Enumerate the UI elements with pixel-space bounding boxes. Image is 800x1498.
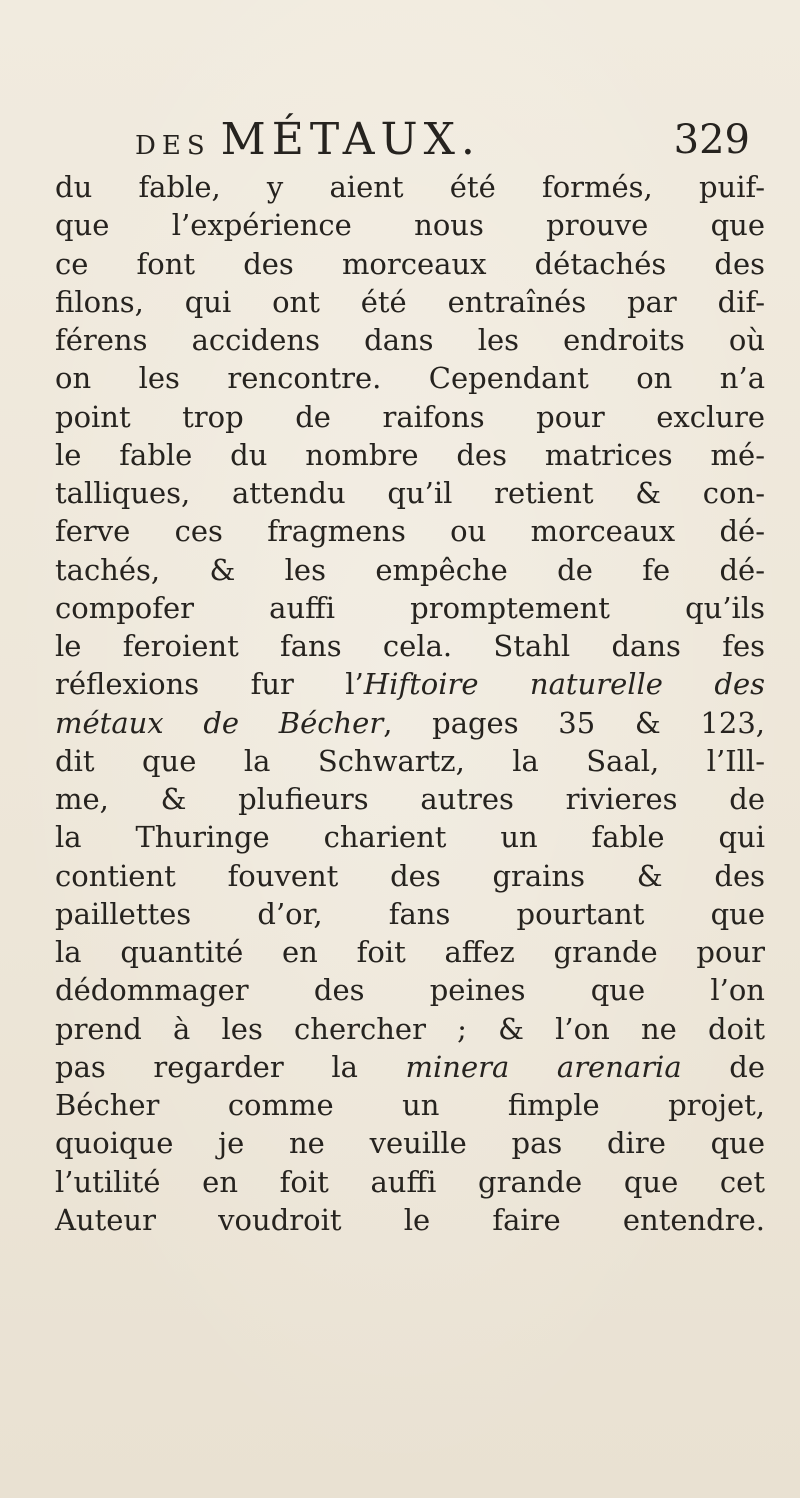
text-segment: pas regarder la bbox=[55, 1049, 406, 1084]
text-line bbox=[55, 1201, 765, 1239]
text-segment: filons, qui ont été entraînés par dif- bbox=[55, 284, 765, 319]
text-line bbox=[55, 474, 765, 512]
text-line bbox=[55, 398, 765, 436]
text-line bbox=[55, 1048, 765, 1086]
text-line bbox=[55, 1124, 765, 1162]
text-line bbox=[55, 206, 765, 244]
text-line bbox=[55, 245, 765, 283]
italic-text: minera arenaria bbox=[405, 1049, 682, 1084]
text-line bbox=[55, 512, 765, 550]
text-line bbox=[55, 780, 765, 818]
running-head bbox=[135, 115, 481, 171]
text-line bbox=[55, 321, 765, 359]
page-number: 329 bbox=[673, 117, 750, 163]
text-segment: que l’expérience nous prouve que bbox=[55, 208, 765, 243]
text-segment: le fable du nombre des matrices mé- bbox=[55, 437, 765, 472]
text-segment: réflexions fur l’ bbox=[55, 667, 364, 702]
text-segment: l’utilité en foit auffi grande que cet bbox=[55, 1164, 765, 1199]
text-segment: talliques, attendu qu’il retient & con- bbox=[55, 476, 765, 510]
text-segment: férens accidens dans les endroits où bbox=[55, 323, 765, 357]
text-segment: dédommager des peines que l’on bbox=[55, 973, 765, 1008]
text-segment: tachés, & les empêche de fe dé- bbox=[55, 552, 765, 587]
text-segment: la quantité en foit affez grande pour bbox=[55, 935, 765, 969]
text-line bbox=[55, 895, 765, 933]
text-line bbox=[55, 665, 765, 703]
text-line bbox=[55, 971, 765, 1009]
running-head-des: DES bbox=[135, 131, 211, 161]
text-segment: on les rencontre. Cependant on n’a bbox=[55, 361, 765, 396]
text-segment: le feroient fans cela. Stahl dans fes bbox=[55, 629, 765, 663]
text-segment: du fable, y aient été formés, puif- bbox=[55, 170, 765, 204]
text-line bbox=[55, 436, 765, 474]
text-segment: Bécher comme un fimple projet, bbox=[55, 1088, 765, 1122]
text-line bbox=[55, 589, 765, 627]
text-segment: ce font des morceaux détachés des bbox=[55, 246, 765, 281]
text-line bbox=[55, 742, 765, 780]
text-segment: de bbox=[681, 1049, 765, 1084]
text-line bbox=[55, 627, 765, 665]
text-line bbox=[55, 818, 765, 856]
running-head-metaux: MÉTAUX. bbox=[220, 114, 481, 165]
text-segment: ferve ces fragmens ou morceaux dé- bbox=[55, 514, 765, 549]
text-segment: paillettes d’or, fans pourtant que bbox=[55, 896, 765, 931]
text-line bbox=[55, 704, 765, 742]
text-segment: compofer auffi promptement qu’ils bbox=[55, 590, 765, 625]
text-line bbox=[55, 857, 765, 895]
text-segment: Auteur voudroit le faire entendre. bbox=[55, 1202, 765, 1237]
text-line bbox=[55, 551, 765, 589]
text-segment: contient fouvent des grains & des bbox=[55, 858, 765, 893]
text-segment: point trop de raifons pour exclure bbox=[55, 399, 765, 434]
text-line bbox=[55, 359, 765, 397]
text-line bbox=[55, 933, 765, 971]
text-line bbox=[55, 1086, 765, 1124]
text-segment: la Thuringe charient un fable qui bbox=[55, 820, 765, 855]
body-text bbox=[55, 168, 765, 1239]
italic-text: métaux de Bécher bbox=[55, 705, 384, 740]
text-segment: me, & plufieurs autres rivieres de bbox=[55, 782, 765, 816]
text-line bbox=[55, 1010, 765, 1048]
italic-text: Hiftoire naturelle des bbox=[363, 667, 765, 702]
text-segment: dit que la Schwartz, la Saal, l’Ill- bbox=[55, 743, 765, 778]
page-header bbox=[135, 115, 750, 165]
text-segment: prend à les chercher ; & l’on ne doit bbox=[55, 1011, 765, 1046]
text-line bbox=[55, 168, 765, 206]
text-line bbox=[55, 283, 765, 321]
text-segment: quoique je ne veuille pas dire que bbox=[55, 1126, 765, 1161]
text-segment: , pages 35 & 123, bbox=[383, 705, 766, 740]
text-line bbox=[55, 1163, 765, 1201]
